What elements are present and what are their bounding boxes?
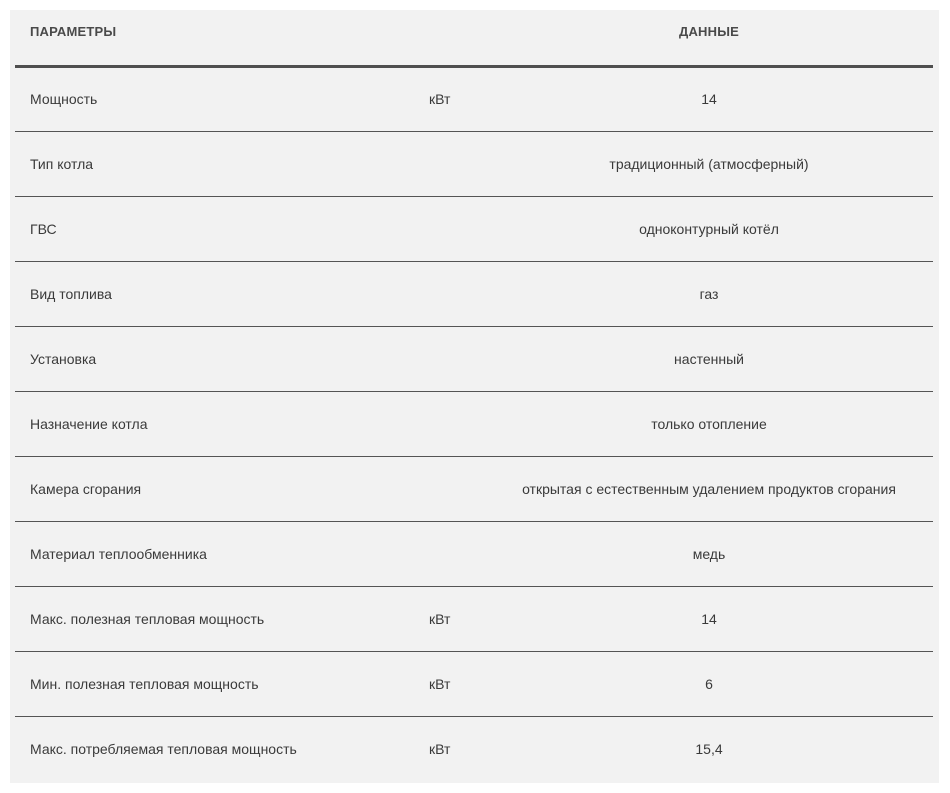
param-name: Макс. полезная тепловая мощность [30, 611, 265, 627]
param-name: Тип котла [30, 156, 94, 172]
param-value: открытая с естественным удалением продуктов сгорания [522, 481, 896, 497]
param-name: Мощность [30, 91, 98, 107]
header-parameters: ПАРАМЕТРЫ [30, 24, 117, 39]
header-data: ДАННЫЕ [678, 24, 740, 39]
table-header [15, 10, 933, 68]
param-name: Камера сгорания [30, 481, 142, 497]
param-name: Назначение котла [30, 416, 148, 432]
param-value: 14 [701, 91, 717, 107]
param-value: только отопление [651, 416, 767, 432]
param-name: Макс. потребляемая тепловая мощность [30, 741, 297, 757]
param-name: Материал теплообменника [30, 546, 207, 562]
table-row [15, 587, 933, 652]
param-name: Мин. полезная тепловая мощность [30, 676, 259, 692]
param-value: 6 [705, 676, 713, 692]
param-name: Вид топлива [30, 286, 112, 302]
param-value: настенный [674, 351, 744, 367]
table-row [15, 522, 933, 587]
param-name: ГВС [30, 221, 57, 237]
table-row [15, 67, 933, 132]
param-value: традиционный (атмосферный) [609, 156, 809, 172]
param-value: 15,4 [695, 741, 723, 757]
param-value: медь [692, 546, 726, 562]
param-name: Установка [30, 351, 97, 367]
param-value: одноконтурный котёл [639, 221, 779, 237]
table-row [15, 457, 933, 522]
table-row [15, 197, 933, 262]
table-body [15, 67, 933, 781]
param-value: 14 [701, 611, 717, 627]
table-row [15, 327, 933, 392]
table-row [15, 262, 933, 327]
param-unit: кВт [429, 741, 451, 757]
table-row [15, 392, 933, 457]
param-unit: кВт [429, 91, 451, 107]
param-unit: кВт [429, 611, 451, 627]
specs-table [10, 10, 939, 783]
param-unit: кВт [429, 676, 451, 692]
param-value: газ [699, 286, 719, 302]
table-row [15, 717, 933, 781]
table-row [15, 132, 933, 197]
table-row [15, 652, 933, 717]
